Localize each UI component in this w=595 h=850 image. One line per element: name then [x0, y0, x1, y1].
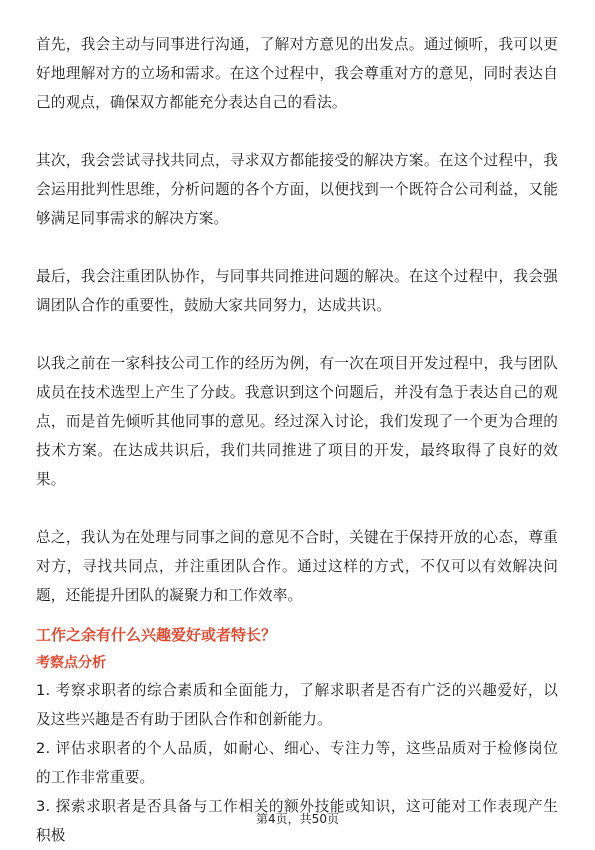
- paragraph-teamwork: 最后，我会注重团队协作，与同事共同推进问题的解决。在这个过程中，我会强调团队合作的重要性，鼓励大家共同努力，达成共识。: [36, 268, 558, 314]
- paragraph-common-ground: 其次，我会尝试寻找共同点，寻求双方都能接受的解决方案。在这个过程中，我会运用批判性思维，分析问题的各个方面，以便找到一个既符合公司利益，又能够满足同事需求的解决方案。: [36, 152, 558, 227]
- document-body: [36, 30, 558, 850]
- section-title: 工作之余有什么兴趣爱好或者特长？: [36, 626, 277, 644]
- paragraph-communication: 首先，我会主动与同事进行沟通，了解对方意见的出发点。通过倾听，我可以更好地理解对方的立场和需求。在这个过程中，我会尊重对方的意见，同时表达自己的观点，确保双方都能充分表达自己的看法。: [36, 36, 558, 111]
- paragraph-conclusion: 总之，我认为在处理与同事之间的意见不合时，关键在于保持开放的心态，尊重对方，寻找共同点，并注重团队合作。通过这样的方式，不仅可以有效解决问题，还能提升团队的凝聚力和工作效率。: [36, 529, 558, 604]
- list-item: 2. 评估求职者的个人品质，如耐心、细心、专注力等，这些品质对于检修岗位的工作非常重要。: [36, 740, 558, 786]
- page-number: 第4页，共50页: [256, 812, 339, 826]
- list-item: 1. 考察求职者的综合素质和全面能力，了解求职者是否有广泛的兴趣爱好，以及这些兴趣是否有助于团队合作和创新能力。: [36, 682, 558, 728]
- list-item: 3. 探索求职者是否具备与工作相关的额外技能或知识，这可能对工作表现产生积极: [36, 798, 558, 844]
- section-subtitle: 考察点分析: [36, 655, 106, 671]
- paragraph-example: 以我之前在一家科技公司工作的经历为例，有一次在项目开发过程中，我与团队成员在技术选型上产生了分歧。我意识到这个问题后，并没有急于表达自己的观点，而是首先倾听其他同事的意见。经过深入讨论，我们发现了一个更为合理的技术方案。在达成共识后，我们共同推进了项目的开发，最终取得了良好的效果。: [36, 355, 558, 488]
